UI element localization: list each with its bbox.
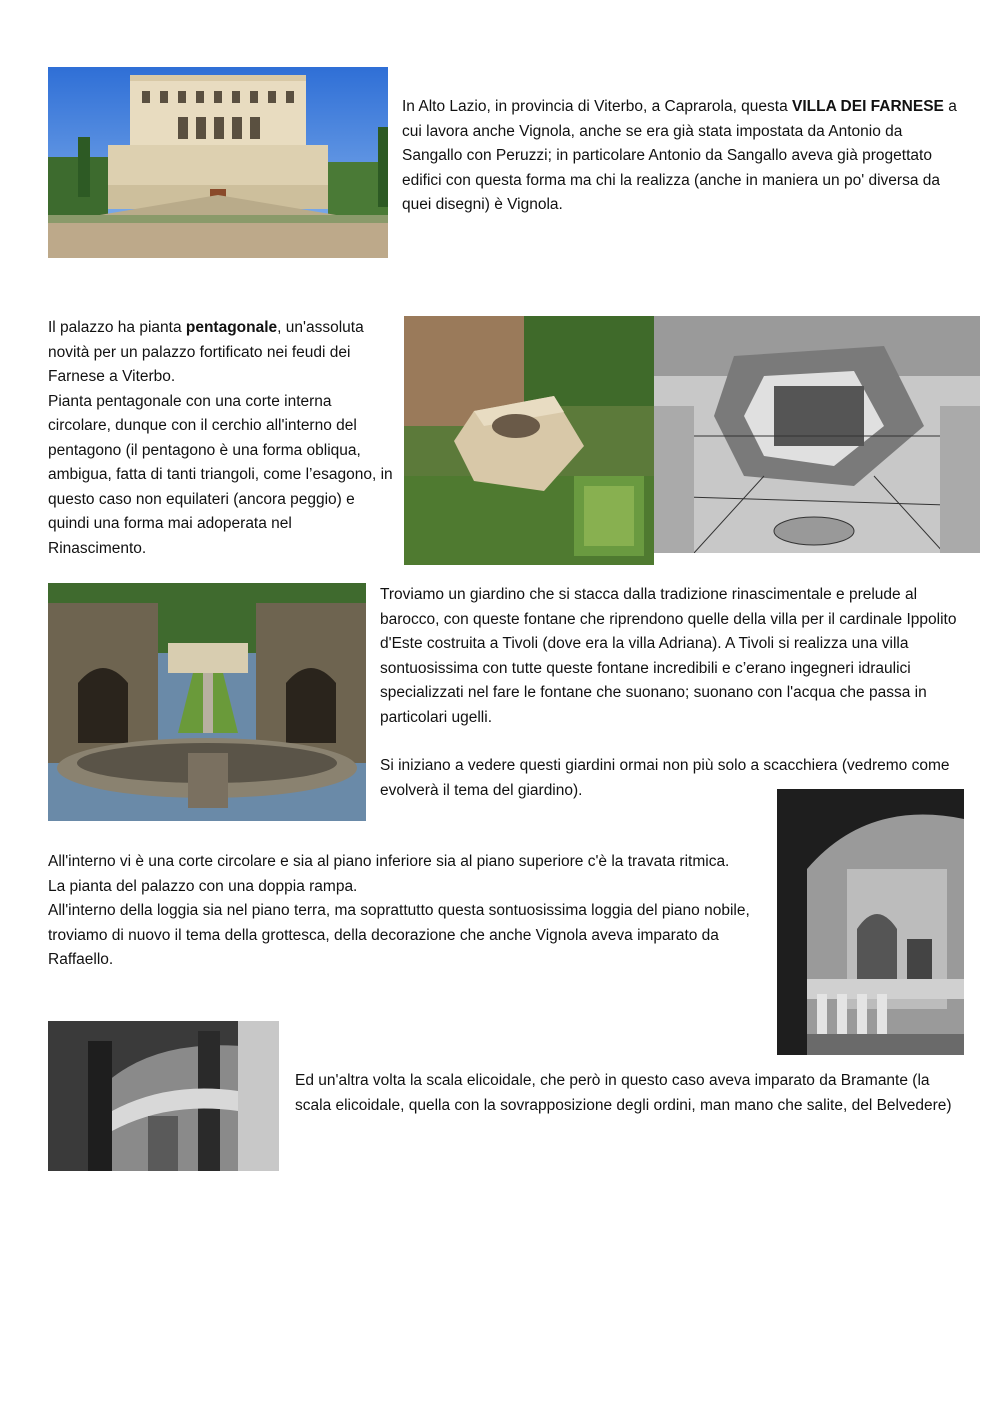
section2-text <box>48 316 393 561</box>
villa-facade-photo <box>48 67 388 258</box>
villa-name: VILLA DEI FARNESE <box>792 98 944 115</box>
section3-paragraph1: Troviamo un giardino che si stacca dalla tradizione rinascimentale e prelude al barocco, con queste fontane che riprendono quelle della villa per il cardinale Ippolito d'Este costruita a Tivoli (dove era la villa Adriana). A Tivoli si realizza una villa sontuosissima con tutte queste fontane incredibili e c’erano ingegneri idraulici specializzati nel fare le fontane che suonano; suonano con l'acqua che passa in particolari ugelli. <box>380 586 957 726</box>
section4-paragraph1: All'interno vi è una corte circolare e sia al piano inferiore sia al piano superiore c'è la travata ritmica. <box>48 853 730 870</box>
loggia-photo <box>777 789 964 1055</box>
section1-text <box>402 95 957 218</box>
section5-text <box>295 1069 960 1118</box>
helical-staircase-photo <box>48 1021 279 1171</box>
section5-paragraph: Ed un'altra volta la scala elicoidale, che però in questo caso aveva imparato da Bramante (la scala elicoidale, quella con la sovrapposizione degli ordini, man mano che salite, del Belvedere) <box>295 1072 952 1114</box>
pentagonal-term: pentagonale <box>185 319 278 336</box>
engraving-plan-image <box>654 316 980 553</box>
garden-fountain-photo <box>48 583 366 821</box>
section2-paragraph2: Pianta pentagonale con una corte interna circolare, dunque con il cerchio all'interno del pentagono (il pentagono è una forma obliqua, ambigua, fatta di tanti triangoli, come l’esagono, in questo caso non equilateri (ancora peggio) e quindi una forma mai adoperata nel Rinascimento. <box>48 392 393 557</box>
aerial-view-photo <box>404 316 654 565</box>
section4-paragraph2: La pianta del palazzo con una doppia rampa. <box>48 877 358 895</box>
section4-text <box>48 850 768 973</box>
section1-paragraph: In Alto Lazio, in provincia di Viterbo, a Caprarola, questa VILLA DEI FARNESE a cui lavora anche Vignola, anche se era già stata impostata da Antonio da Sangallo con Peruzzi; in particolare Antonio da Sangallo aveva già progettato edifici con questa forma ma chi la realizza (anche in maniera un po' diversa da quei disegni) è Vignola. <box>402 98 957 213</box>
section4-paragraph3: All'interno della loggia sia nel piano terra, ma soprattutto questa sontuosissima loggia del piano nobile, troviamo di nuovo il tema della grottesca, della decorazione che anche Vignola aveva imparato da Raffaello. <box>48 902 750 968</box>
section3-paragraph2: Si iniziano a vedere questi giardini ormai non più solo a scacchiera (vedremo come evolverà il tema del giardino). <box>380 757 950 799</box>
section2-paragraph1: Il palazzo ha pianta pentagonale, un'assoluta novità per un palazzo fortificato nei feudi dei Farnese a Viterbo. <box>48 319 364 385</box>
section3-text <box>380 583 960 803</box>
